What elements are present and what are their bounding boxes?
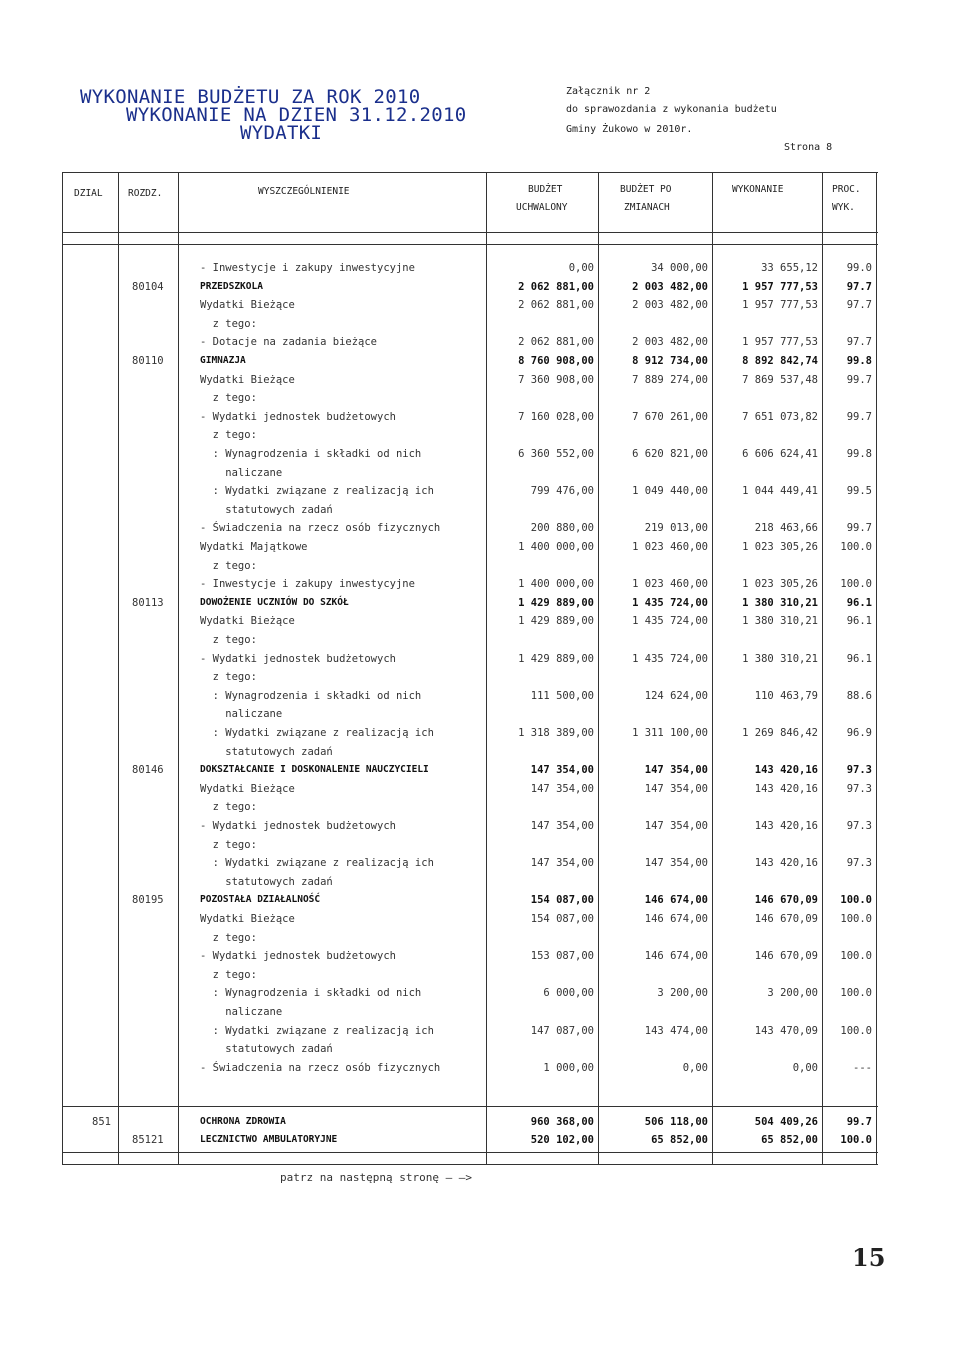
row-budget-changed: 146 674,00 <box>644 913 708 925</box>
row-percent: 99.8 <box>846 355 872 367</box>
row-budget-changed: 3 200,00 <box>657 987 708 999</box>
row-execution: 7 869 537,48 <box>742 374 818 386</box>
row-description: z tego: <box>200 839 257 851</box>
row-execution: 143 420,16 <box>754 783 818 795</box>
row-execution: 218 463,66 <box>754 522 818 534</box>
row-execution: 146 670,09 <box>754 894 818 906</box>
row-budget-changed: 0,00 <box>682 1062 708 1074</box>
row-description: DOWOŻENIE UCZNIÓW DO SZKÓŁ <box>200 597 349 608</box>
row-budget-adopted: 7 160 028,00 <box>518 411 594 423</box>
row-execution: 143 420,16 <box>754 857 818 869</box>
row-description: z tego: <box>200 318 257 330</box>
row-budget-adopted: 147 354,00 <box>530 764 594 776</box>
row-execution: 6 606 624,41 <box>742 448 818 460</box>
row-rozdz: 80110 <box>132 355 164 367</box>
continue-note: patrz na następną stronę — —> <box>280 1171 473 1184</box>
row-budget-changed: 7 670 261,00 <box>632 411 708 423</box>
row-budget-changed: 1 023 460,00 <box>632 578 708 590</box>
header-top-rule <box>62 172 878 173</box>
row-budget-adopted: 147 354,00 <box>530 857 594 869</box>
row-rozdz: 85121 <box>132 1134 164 1146</box>
row-execution: 33 655,12 <box>761 262 818 274</box>
row-budget-changed: 1 311 100,00 <box>632 727 708 739</box>
row-budget-changed: 143 474,00 <box>644 1025 708 1037</box>
row-percent: --- <box>853 1062 872 1074</box>
row-description: PRZEDSZKOLA <box>200 281 263 292</box>
row-percent: 96.1 <box>846 597 872 609</box>
attachment-municipality: Gminy Żukowo w 2010r. <box>566 124 693 135</box>
row-description: - Wydatki jednostek budżetowych <box>200 411 396 423</box>
row-percent: 99.7 <box>846 522 872 534</box>
row-description: - Wydatki jednostek budżetowych <box>200 950 396 962</box>
row-execution: 143 420,16 <box>754 820 818 832</box>
row-budget-changed: 1 435 724,00 <box>632 653 708 665</box>
row-percent: 100.0 <box>840 913 872 925</box>
row-description: naliczane <box>200 708 283 720</box>
row-description: statutowych zadań <box>200 504 333 516</box>
row-percent: 99.7 <box>846 411 872 423</box>
row-budget-adopted: 147 087,00 <box>530 1025 594 1037</box>
row-budget-adopted: 2 062 881,00 <box>518 281 594 293</box>
row-execution: 7 651 073,82 <box>742 411 818 423</box>
column-header-budget-changed-line2: ZMIANACH <box>624 202 670 213</box>
header-bottom-rule <box>62 232 878 233</box>
row-budget-changed: 34 000,00 <box>651 262 708 274</box>
column-header-description: WYSZCZEGÓLNIENIE <box>258 186 350 197</box>
row-execution: 1 380 310,21 <box>742 597 818 609</box>
row-budget-adopted: 799 476,00 <box>530 485 594 497</box>
row-description: Wydatki Bieżące <box>200 615 295 627</box>
row-percent: 88.6 <box>846 690 872 702</box>
row-budget-adopted: 147 354,00 <box>530 820 594 832</box>
page-number: Strona 8 <box>784 142 833 153</box>
row-description: - Inwestycje i zakupy inwestycyjne <box>200 262 415 274</box>
col-rule-left <box>62 172 63 1164</box>
row-description: statutowych zadań <box>200 746 333 758</box>
row-description: statutowych zadań <box>200 1043 333 1055</box>
row-budget-adopted: 6 360 552,00 <box>518 448 594 460</box>
row-description: - Wydatki jednostek budżetowych <box>200 653 396 665</box>
row-percent: 100.0 <box>840 1134 872 1146</box>
row-budget-changed: 1 435 724,00 <box>632 615 708 627</box>
row-description: : Wynagrodzenia i składki od nich <box>200 987 422 999</box>
row-budget-adopted: 960 368,00 <box>530 1116 594 1128</box>
row-percent: 100.0 <box>840 950 872 962</box>
column-header-budget-line2: UCHWALONY <box>516 202 568 213</box>
row-budget-adopted: 147 354,00 <box>530 783 594 795</box>
row-description: : Wydatki związane z realizacją ich <box>200 727 434 739</box>
row-description: z tego: <box>200 560 257 572</box>
attachment-number: Załącznik nr 2 <box>566 86 651 97</box>
header-bottom-rule-2 <box>62 244 878 245</box>
row-budget-changed: 124 624,00 <box>644 690 708 702</box>
row-budget-adopted: 154 087,00 <box>530 894 594 906</box>
row-budget-adopted: 1 400 000,00 <box>518 541 594 553</box>
row-budget-adopted: 0,00 <box>568 262 594 274</box>
row-description: z tego: <box>200 634 257 646</box>
row-budget-changed: 1 049 440,00 <box>632 485 708 497</box>
column-header-percent-line1: PROC. <box>832 184 861 195</box>
row-description: - Świadczenia na rzecz osób fizycznych <box>200 522 441 534</box>
row-description: statutowych zadań <box>200 876 333 888</box>
row-description: : Wynagrodzenia i składki od nich <box>200 690 422 702</box>
row-description: z tego: <box>200 671 257 683</box>
row-budget-adopted: 1 000,00 <box>543 1062 594 1074</box>
row-execution: 1 023 305,26 <box>742 541 818 553</box>
row-description: z tego: <box>200 969 257 981</box>
col-rule-rozdz <box>178 172 179 1164</box>
row-execution: 110 463,79 <box>754 690 818 702</box>
row-budget-adopted: 8 760 908,00 <box>518 355 594 367</box>
row-description: - Dotacje na zadania bieżące <box>200 336 378 348</box>
row-percent: 97.7 <box>846 336 872 348</box>
row-description: naliczane <box>200 467 283 479</box>
report-subtitle: WYDATKI <box>240 122 323 144</box>
row-execution: 1 044 449,41 <box>742 485 818 497</box>
row-execution: 146 670,09 <box>754 913 818 925</box>
row-description: z tego: <box>200 932 257 944</box>
row-budget-changed: 1 023 460,00 <box>632 541 708 553</box>
row-percent: 100.0 <box>840 578 872 590</box>
col-rule-budget-changed <box>712 172 713 1164</box>
row-budget-adopted: 1 429 889,00 <box>518 615 594 627</box>
row-budget-changed: 146 674,00 <box>644 950 708 962</box>
row-budget-adopted: 7 360 908,00 <box>518 374 594 386</box>
row-execution: 504 409,26 <box>754 1116 818 1128</box>
column-header-dzial: DZIAL <box>74 188 103 199</box>
row-budget-adopted: 520 102,00 <box>530 1134 594 1146</box>
row-description: z tego: <box>200 392 257 404</box>
row-description: POZOSTAŁA DZIAŁALNOŚĆ <box>200 894 321 905</box>
report-date-title: WYKONANIE NA DZIEN 31.12.2010 <box>126 104 467 126</box>
row-execution: 65 852,00 <box>761 1134 818 1146</box>
row-execution: 1 380 310,21 <box>742 653 818 665</box>
row-budget-adopted: 200 880,00 <box>530 522 594 534</box>
row-percent: 96.1 <box>846 653 872 665</box>
row-description: - Świadczenia na rzecz osób fizycznych <box>200 1062 441 1074</box>
row-description: : Wydatki związane z realizacją ich <box>200 1025 434 1037</box>
section-rule-851-end <box>62 1152 878 1153</box>
row-budget-changed: 219 013,00 <box>644 522 708 534</box>
row-percent: 100.0 <box>840 541 872 553</box>
row-budget-adopted: 154 087,00 <box>530 913 594 925</box>
table-bottom-rule <box>62 1164 878 1165</box>
row-budget-changed: 506 118,00 <box>644 1116 708 1128</box>
row-budget-changed: 2 003 482,00 <box>632 299 708 311</box>
col-rule-right <box>876 172 877 1164</box>
row-description: Wydatki Bieżące <box>200 783 295 795</box>
row-description: OCHRONA ZDROWIA <box>200 1116 286 1127</box>
row-percent: 97.3 <box>846 764 872 776</box>
row-description: : Wynagrodzenia i składki od nich <box>200 448 422 460</box>
column-header-budget-line1: BUDŻET <box>528 184 563 195</box>
row-budget-changed: 2 003 482,00 <box>632 336 708 348</box>
row-execution: 1 023 305,26 <box>742 578 818 590</box>
row-budget-changed: 147 354,00 <box>644 857 708 869</box>
row-percent: 97.3 <box>846 783 872 795</box>
report-title: WYKONANIE BUDŻETU ZA ROK 2010 <box>80 86 421 108</box>
row-budget-adopted: 1 318 389,00 <box>518 727 594 739</box>
row-description: Wydatki Bieżące <box>200 913 295 925</box>
row-percent: 99.5 <box>846 485 872 497</box>
col-rule-desc <box>486 172 487 1164</box>
row-description: LECZNICTWO AMBULATORYJNE <box>200 1134 338 1145</box>
section-rule-851 <box>62 1106 878 1107</box>
row-rozdz: 80113 <box>132 597 164 609</box>
row-execution: 3 200,00 <box>767 987 818 999</box>
row-budget-changed: 6 620 821,00 <box>632 448 708 460</box>
column-header-percent-line2: WYK. <box>832 202 855 213</box>
row-execution: 1 380 310,21 <box>742 615 818 627</box>
row-execution: 1 957 777,53 <box>742 336 818 348</box>
col-rule-execution <box>822 172 823 1164</box>
row-description: Wydatki Bieżące <box>200 299 295 311</box>
row-execution: 1 957 777,53 <box>742 299 818 311</box>
row-budget-changed: 8 912 734,00 <box>632 355 708 367</box>
row-description: Wydatki Majątkowe <box>200 541 308 553</box>
row-execution: 1 957 777,53 <box>742 281 818 293</box>
row-percent: 100.0 <box>840 1025 872 1037</box>
row-budget-changed: 147 354,00 <box>644 783 708 795</box>
row-description: z tego: <box>200 429 257 441</box>
row-rozdz: 80195 <box>132 894 164 906</box>
row-execution: 146 670,09 <box>754 950 818 962</box>
row-percent: 99.7 <box>846 1116 872 1128</box>
row-budget-changed: 1 435 724,00 <box>632 597 708 609</box>
row-percent: 99.7 <box>846 374 872 386</box>
row-percent: 99.8 <box>846 448 872 460</box>
row-percent: 96.1 <box>846 615 872 627</box>
row-budget-adopted: 1 429 889,00 <box>518 597 594 609</box>
row-description: : Wydatki związane z realizacją ich <box>200 485 434 497</box>
row-percent: 100.0 <box>840 894 872 906</box>
row-percent: 97.7 <box>846 281 872 293</box>
row-percent: 97.7 <box>846 299 872 311</box>
row-description: - Inwestycje i zakupy inwestycyjne <box>200 578 415 590</box>
row-budget-adopted: 153 087,00 <box>530 950 594 962</box>
row-description: z tego: <box>200 801 257 813</box>
row-description: DOKSZTAŁCANIE I DOSKONALENIE NAUCZYCIELI <box>200 764 429 775</box>
page-stamp-number: 15 <box>852 1243 886 1272</box>
row-budget-adopted: 1 429 889,00 <box>518 653 594 665</box>
row-budget-adopted: 2 062 881,00 <box>518 299 594 311</box>
row-description: GIMNAZJA <box>200 355 246 366</box>
row-percent: 100.0 <box>840 987 872 999</box>
row-percent: 99.0 <box>846 262 872 274</box>
row-percent: 96.9 <box>846 727 872 739</box>
column-header-budget-changed-line1: BUDŻET PO <box>620 184 672 195</box>
row-budget-adopted: 1 400 000,00 <box>518 578 594 590</box>
row-budget-adopted: 111 500,00 <box>530 690 594 702</box>
row-description: : Wydatki związane z realizacją ich <box>200 857 434 869</box>
column-header-execution: WYKONANIE <box>732 184 784 195</box>
row-budget-adopted: 6 000,00 <box>543 987 594 999</box>
row-budget-changed: 147 354,00 <box>644 820 708 832</box>
row-rozdz: 80146 <box>132 764 164 776</box>
row-description: naliczane <box>200 1006 283 1018</box>
row-budget-changed: 65 852,00 <box>651 1134 708 1146</box>
row-budget-changed: 2 003 482,00 <box>632 281 708 293</box>
col-rule-dzial <box>118 172 119 1164</box>
row-execution: 8 892 842,74 <box>742 355 818 367</box>
row-budget-changed: 7 889 274,00 <box>632 374 708 386</box>
row-description: - Wydatki jednostek budżetowych <box>200 820 396 832</box>
row-execution: 143 420,16 <box>754 764 818 776</box>
row-budget-changed: 147 354,00 <box>644 764 708 776</box>
row-budget-changed: 146 674,00 <box>644 894 708 906</box>
row-rozdz: 80104 <box>132 281 164 293</box>
row-description: Wydatki Bieżące <box>200 374 295 386</box>
row-dzial: 851 <box>92 1116 111 1128</box>
row-percent: 97.3 <box>846 820 872 832</box>
row-execution: 143 470,09 <box>754 1025 818 1037</box>
attachment-description: do sprawozdania z wykonania budżetu <box>566 104 777 115</box>
row-budget-adopted: 2 062 881,00 <box>518 336 594 348</box>
row-execution: 1 269 846,42 <box>742 727 818 739</box>
row-percent: 97.3 <box>846 857 872 869</box>
row-execution: 0,00 <box>792 1062 818 1074</box>
col-rule-budget <box>598 172 599 1164</box>
column-header-rozdz: ROZDZ. <box>128 188 163 199</box>
